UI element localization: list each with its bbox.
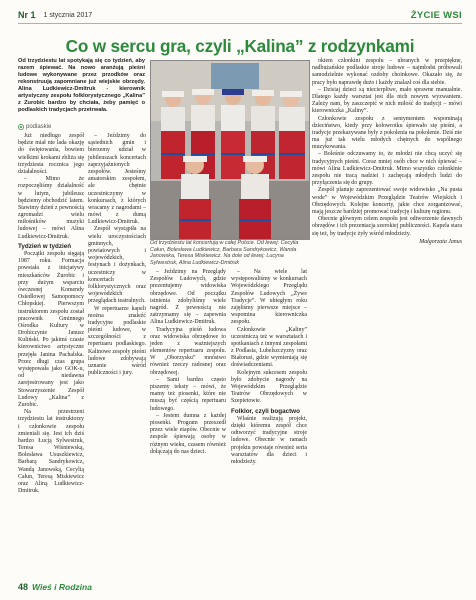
- paragraph: – Mimo że rozpoczęliśmy działalność w lutym, jubileusz będziemy obchodzić latem. Stawimy dzień z pewnością zgromadzi wielu miłośników muzyki ludowej – mówi Alina Ludkiewicz-Dmitruk.: [18, 176, 84, 240]
- paragraph: Obecnie głównym celem zespołu jest odtworzenie dawnych obrzędów i ich prezentacja szerokiej publiczności. Kapela stara się też, by tradycje żyły wśród młodzieży.: [312, 216, 462, 237]
- page-footer: [18, 582, 462, 592]
- paragraph: Tradycyjna pieśń ludowa oraz widowiska obrzędowe to jeden z ważniejszych elementów repertuaru zespołu. W „Oborzysku” mnóstwo również rzeczy radosnej oraz obrzędowej.: [150, 326, 226, 376]
- paragraph: Już niedługo zespół będzie miał nie lada okazję do świętowania, bowiem wielkimi krokami zbliża się trzydziesta rocznica jego działalności.: [18, 133, 84, 175]
- paragraph: Właśnie realizują projekt, dzięki któremu zespół chce odtworzyć tradycyjne stroje ludowe. Obecnie w ramach projektu powstaje również seria warsztatów dla dzieci i młodzieży.: [231, 415, 307, 465]
- paragraph: – Jeździmy do sąsiednich gmin i bierzemy udział w jubileuszach koncertach zaprzyjaźnionych zespołów. Jesteśmy amatorskim zespołem, ale chętnie uczestniczymy w konkursach, z których wracamy z nagrodami – mówi z dumą Ludkiewicz-Dmitruk.: [88, 133, 146, 226]
- article-column-2: [88, 133, 146, 377]
- ensemble-photo: [150, 60, 310, 240]
- article-column-5: [312, 58, 462, 246]
- location-tag: [18, 124, 51, 130]
- page-number: 48: [18, 582, 29, 592]
- paragraph: – Sami bardzo często piszemy teksty – mówi, że mamy też piosenki, które nie muszą być częścią repertuaru ludowego.: [150, 376, 226, 412]
- paragraph: Na przestrzeni trzydziestu lat instruktorzy i członkowie zespołu zmieniali się. Jest ich dziś bardzo Łucją Sylwestruk, Teresa Wiśniewską, Bolesława Ususzkiewicz, Barbarą Sandrykowicz, Wandą Janowską, Cecylią Całun, Teresą Miskiewicz oraz Aliną Ludkiewicz-Dmitruk.: [18, 409, 84, 495]
- paragraph: – Na wiele lat występowaliśmy w konkursach Wojewódzkiego Przeglądu Zespołów Ludowych „Żywe Tradycje”. W ubiegłym roku zajęliśmy pierwsze miejsce – wspomina kierowniczka zespołu.: [231, 269, 307, 326]
- paragraph: okiem członkini zespołu – ubranych w przepiękne, nadbużańskie podlaskie stroje ludowe – najmłodsi próbowali samodzielnie wykonać ozdoby choinkowe. Okazało się, że pracy było naprawdę dużo i każdy znalazł coś dla siebie.: [312, 58, 462, 86]
- subheading: Tydzień w tydzień: [18, 242, 72, 250]
- photo-caption: Od trzydziestu lat koncertują w całej Polsce. Od lewej: Cecylia Całun, Bolesława Ludkiewicz, Barbara Sandrykowicz, Wanda Janowska, Teresa Miskiewicz. Na dole od lewej: Lucyna Sylwestruk, Alina Ludkiewicz-Dmitruk: [150, 240, 299, 267]
- paragraph: – Jeździmy na Przeglądy Zespołów Ludowych, gdzie prezentujemy widowiska obrzędowe. Od początku istnienia zdobyliśmy wiele nagród. Z pewnością nie zatrzymamy się – zapewnia Alina Ludkiewicz-Dmitruk.: [150, 269, 226, 326]
- paragraph: – Boleśnie odczuwamy to, że młodzi nie chcą uczyć się tradycyjnych pieśni. Coraz mniej osób chce w nich śpiewać – mówi Alina Ludkiewicz-Dmitruk. Mimo wszystko członkinie zespołu nie tracą nadziei i zachęcają młodych ludzi do przyłączenia się do grupy.: [312, 151, 462, 187]
- paragraph: Zespół wystąpiła na wielu uroczystościach gminnych, powiatowych i wojewódzkich, festynach i dożynkach, uczestniczy w koncertach folklorystycznych oraz wojewódzkich przeglądach teatralnych.: [88, 226, 146, 305]
- article-headline: Co w sercu gra, czyli „Kalina” z rodzynkami: [65, 36, 415, 56]
- magazine-brand: Wieś i Rodzina: [32, 582, 92, 592]
- author-signature: Małgorzata Janus: [419, 238, 462, 245]
- section-title: ŻYCIE WSI: [410, 9, 462, 21]
- paragraph: Członkowie „Kaliny” uczestniczą też w warsztatach i spotkaniach z innymi zespołami z Podlasia, Lubelszczyzny oraz Białorusi, gdzie wymieniają się doświadczeniami.: [231, 326, 307, 369]
- subheading: Folklor, czyli bogactwo: [231, 407, 300, 415]
- paragraph: Początki zespołu sięgają 1987 roku. Formacja powstała z inicjatywy mieszkańców Żurobic i przy dużym wsparciu ówczesnej Komendy Osiedlowej Samopomocy Chłopskiej. Pierwszym instruktorem zespołu został pracownik Gminnego Ośrodka Kultury w Drohiczynie Janusz Kuliński. Po jakimś czasie kierownictwo artystyczne przejęła Janina Pachalska. Przez długi czas grupa występowała jako GOK-u, od niedawna zarejestrowany jest jako Stowarzyszenie Zespół Ludowy „Kalina” z Żurobic.: [18, 251, 84, 408]
- paragraph: W repertuarze kapeli można znaleźć tradycyjne podlaskie pieśni ludowe, w szczególności z repertuaru podlaskiego. Kalinowe zespoły pieśni ludowe zdobywają uznanie wśród publiczności i jury.: [88, 305, 146, 377]
- location-pin-icon: [18, 124, 24, 130]
- paragraph: Kolejnym sukcesem zespołu było zdobycie nagrody na Wojewódzkim Przeglądzie Teatrów Obrzędowych w Szepietowie.: [231, 369, 307, 405]
- page-header: [18, 8, 462, 22]
- article-column-4: [231, 269, 307, 466]
- issue-number: Nr 1: [18, 10, 36, 20]
- paragraph: – Jestem dumna z każdej piosenki. Program przeszedł przez wiele etapów. Obecnie w zespole śpiewają osoby w różnym wieku, czasem również dołączają do nas dzieci.: [150, 412, 226, 455]
- location-label: podlaskie: [26, 124, 52, 130]
- article-lead: Od trzydziestu lat spotykają się co tydzień, aby razem śpiewać. Na nowo aranżują pieśni ludowe wykonywane przez przodków oraz rekonstruują zapomniane już wiejskie obrzędy. Alina Ludkiewicz-Dmitruk - kierownik artystyczny zespołu folklorystycznego „Kalina” z Zurobic bardzo by chciała, żeby pamięć o podlaskich tradycjach przetrwała.: [18, 58, 145, 114]
- issue-date: 1 stycznia 2017: [43, 11, 93, 19]
- article-column-1: [18, 133, 84, 495]
- paragraph: – Dzisiaj dzieci są niecierpliwe, mało sprawne manualnie. Dlatego każdy warsztat jest dla nich nowym wyzwaniem. Zależy nam, by zaszczepić w nich miłość do tradycji – mówi kierowniczka „Kaliny”.: [312, 86, 462, 115]
- paragraph: Zespół planuje zaprezentować swoje widowisko „Na pusta wode” w Wojewódzkim Przeglądzie Teatrów Wiejskich i Obrzędowych. Kolejne koncerty, jakie chce zorganizować, mają jeszcze bardziej promować tradycję i kulturę regionu.: [312, 187, 462, 215]
- paragraph: Członkowie zespołu z sentymentem wspominają dzieciństwo, kiedy przy kołowrotku śpiewało się pieśni, a tradycje przekazywane były z pokolenia na pokolenie. Dziś nie ma już tak wielu młodych chętnych do wspólnego muzykowania.: [312, 115, 462, 151]
- header-rule: [18, 23, 462, 24]
- article-column-3: [150, 269, 226, 456]
